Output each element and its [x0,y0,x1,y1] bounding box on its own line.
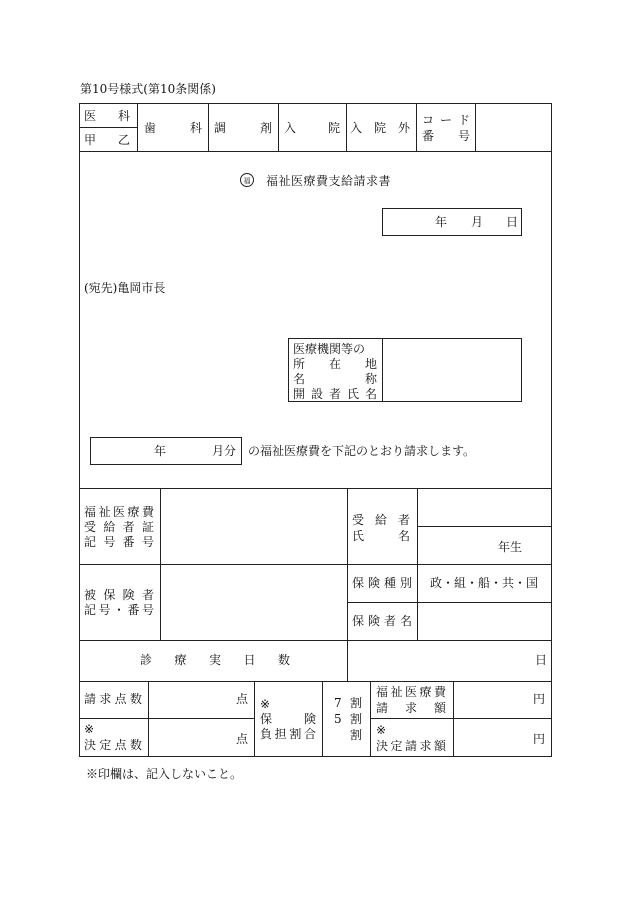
decided-points-label: 決 定 点 数 [84,738,142,752]
claim-amount-unit: 円 [533,692,546,706]
institution-info-field[interactable] [384,340,520,400]
period-year-label: 年 [154,444,167,458]
burden-rate-suffix: 割 [350,728,363,742]
header-kouotsu: 甲 乙 [84,133,130,147]
days-field[interactable] [349,642,550,679]
institution-label-founder: 開 設 者 氏 名 [293,387,377,401]
cert-label-1: 福 祉 医 療 費 [84,505,154,519]
date-month-label: 月 [471,215,484,229]
fukushi-stamp-icon: 福 [240,173,254,187]
addressee: (宛先)亀岡市長 [84,281,166,295]
birth-year-label: 年生 [498,540,523,554]
header-nyuin: 入 院 [284,121,340,135]
insurer-name-label: 保 険 者 名 [352,614,412,628]
header-code: コ ー ド [422,113,470,127]
header-ika: 医 科 [84,109,130,123]
date-field[interactable] [382,208,522,236]
date-year-label: 年 [435,215,448,229]
decided-amount-label: 決 定 請 求 額 [376,739,446,753]
claim-statement: の福祉医療費を下記のとおり請求します。 [248,444,476,458]
institution-label-1: 医療機関等の [293,342,366,356]
days-unit: 日 [535,653,548,667]
decided-amount-unit: 円 [533,732,546,746]
cert-label-2: 受 給 者 証 [84,520,154,534]
claim-points-label: 請 求 点 数 [84,692,142,706]
burden-mark: ※ [260,697,271,711]
period-month-label: 月分 [212,444,237,458]
claim-points-unit: 点 [236,692,249,706]
institution-label-name: 名 称 [293,372,377,386]
recipient-label-1: 受 給 者 [352,513,410,527]
recipient-label-2: 氏 名 [352,529,410,543]
decided-amount-mark: ※ [376,723,387,737]
insurance-type-options[interactable]: 政・組・船・共・国 [430,576,539,590]
insured-label-1: 被 保 険 者 [84,588,154,602]
claim-amount-label-1: 福 祉 医 療 費 [376,685,446,699]
recipient-name-field[interactable] [419,490,550,524]
claim-amount-label-2: 請 求 額 [376,701,446,715]
insurer-name-field[interactable] [419,604,550,638]
code-number-field[interactable] [477,105,549,149]
decided-points-mark: ※ [84,722,95,736]
header-chouzai: 調 剤 [214,121,272,135]
cert-number-field[interactable] [162,490,345,562]
header-nyuingai: 入 院 外 [350,121,410,135]
decided-points-unit: 点 [236,732,249,746]
date-day-label: 日 [506,215,519,229]
form-title: 福祉医療費支給請求書 [266,174,392,188]
burden-rate-7[interactable]: 7 割 [334,696,362,710]
cert-label-3: 記 号 番 号 [84,535,154,549]
burden-label-2: 負 担 割 合 [260,727,316,741]
insured-number-field[interactable] [162,566,345,638]
header-bangou: 番 号 [422,129,470,143]
footnote: ※印欄は、記入しないこと。 [86,767,243,781]
header-shika: 歯 科 [144,121,202,135]
days-label: 診 療 実 日 数 [140,653,290,667]
insured-label-2: 記 号 ・ 番 号 [84,603,154,617]
burden-rate-5[interactable]: 5 割 [334,712,362,726]
insurance-type-label: 保 険 種 別 [352,576,412,590]
institution-label-address: 所 在 地 [293,357,377,371]
form-label: 第10号様式(第10条関係) [80,82,216,96]
burden-label-1: 保 険 [260,712,316,726]
